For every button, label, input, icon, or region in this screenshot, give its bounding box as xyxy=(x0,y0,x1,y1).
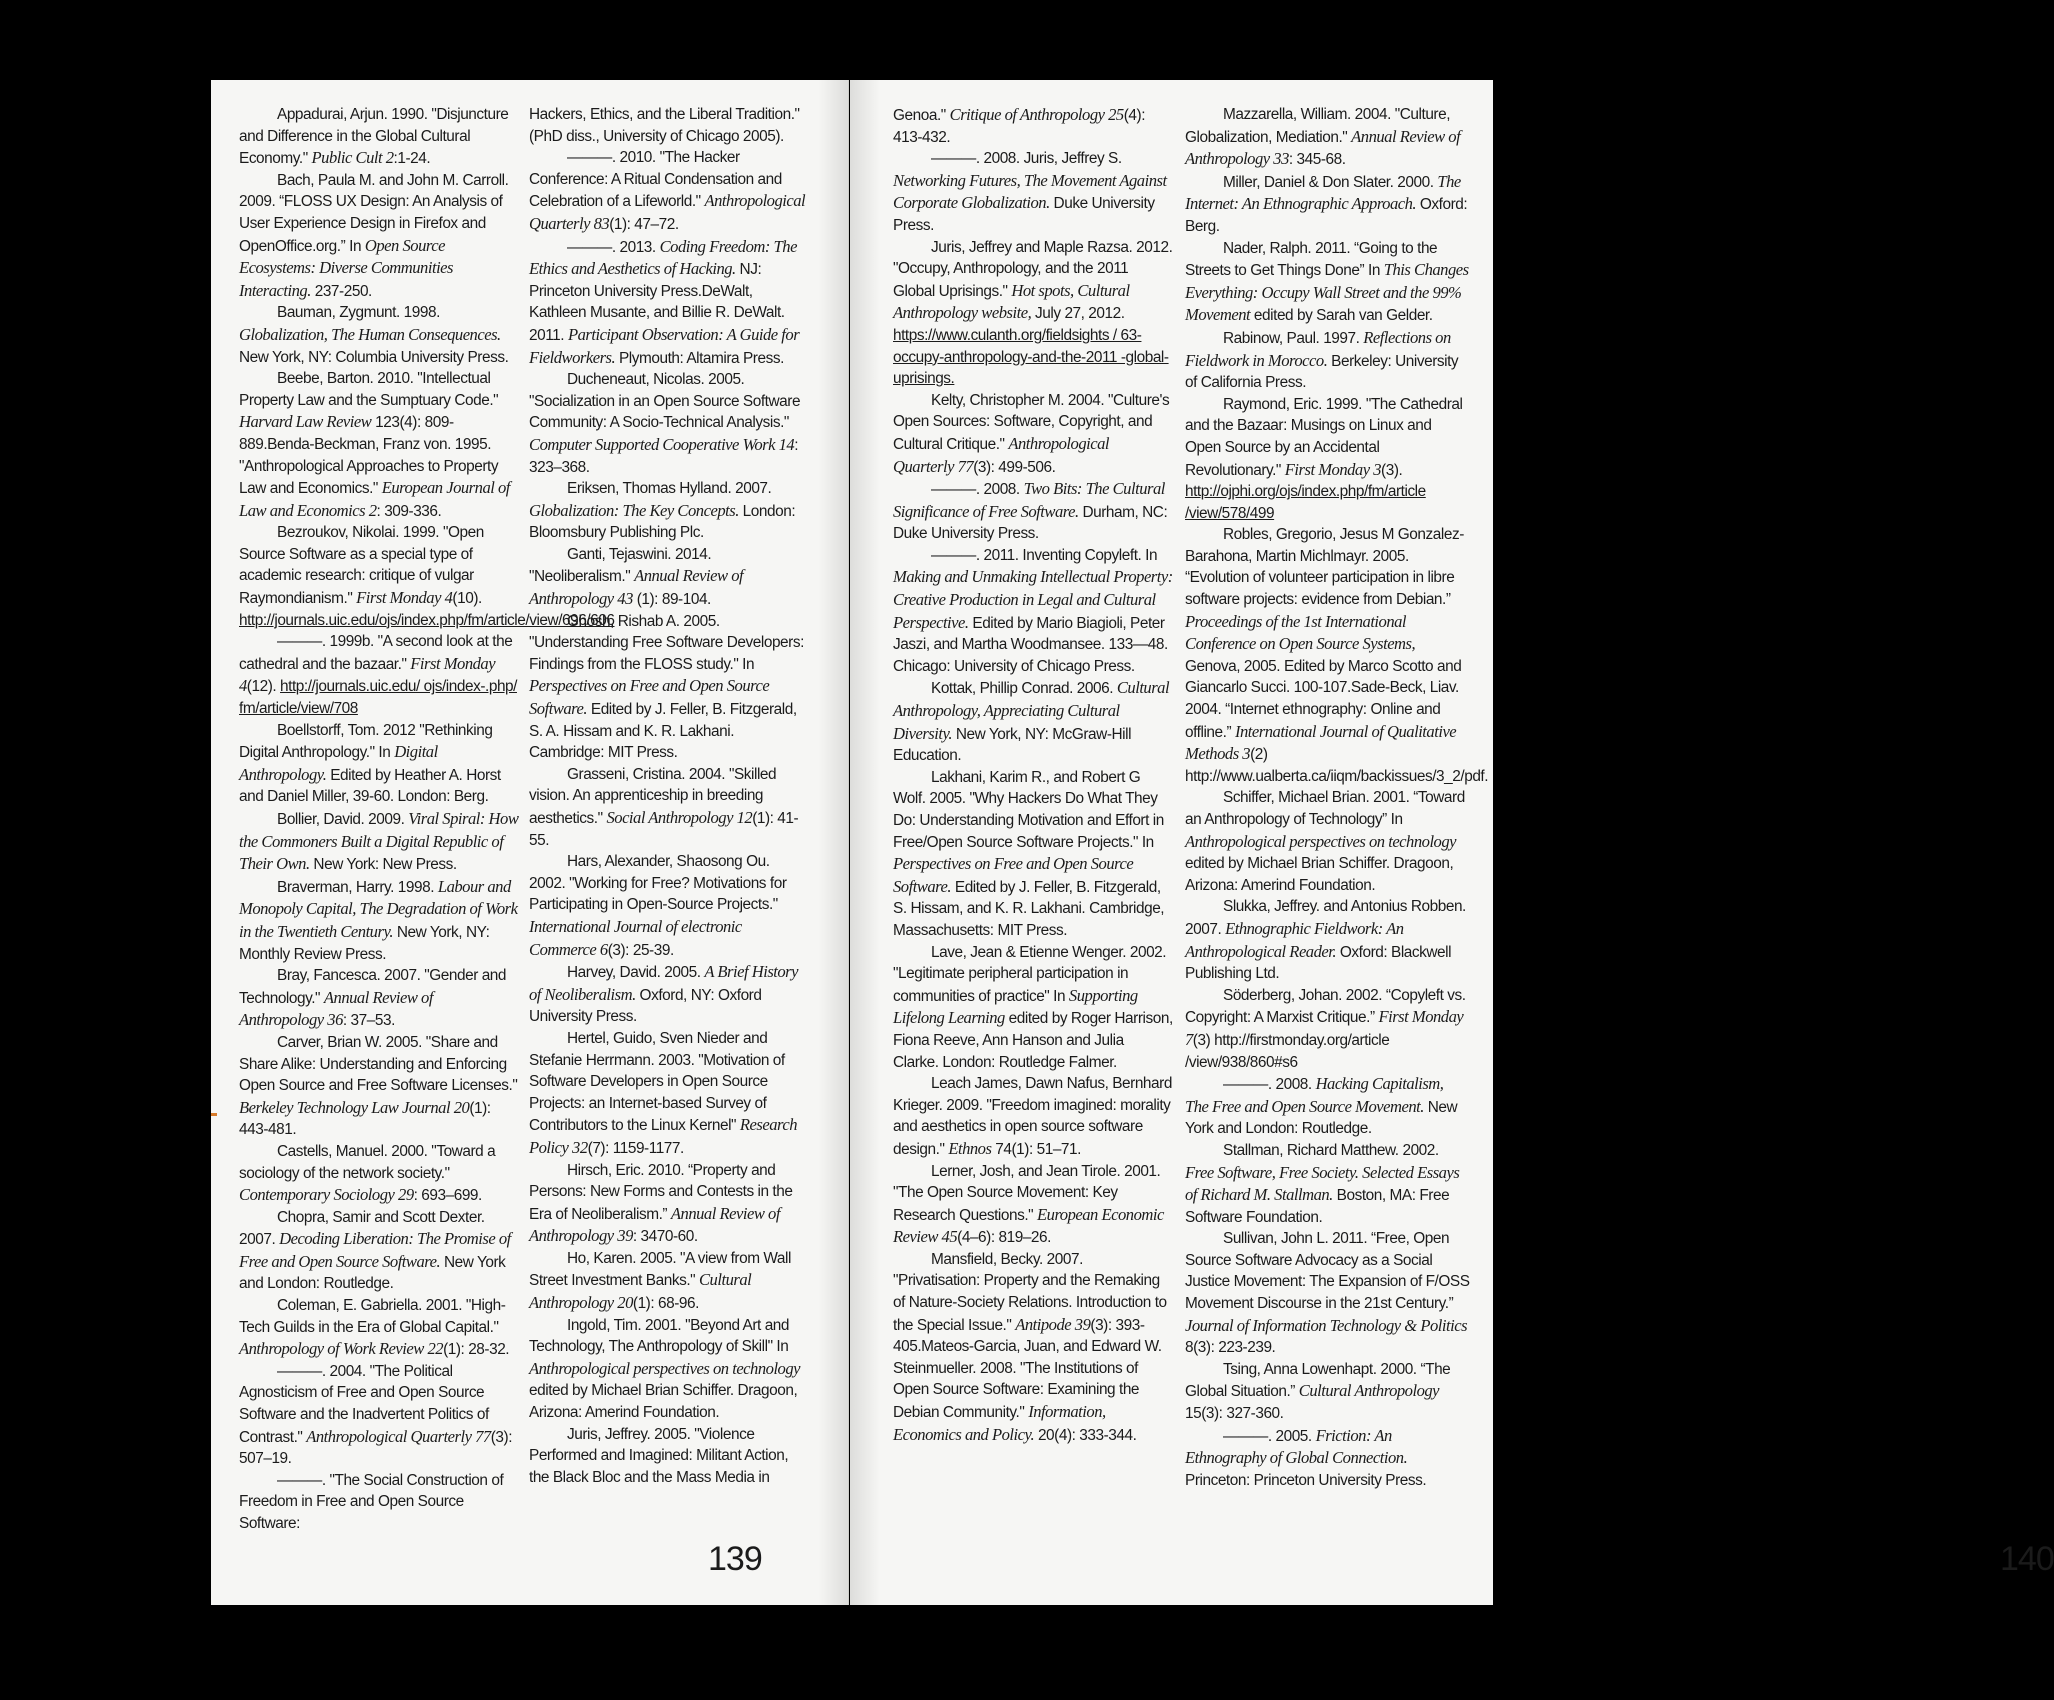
reference-entry xyxy=(893,767,1173,942)
reference-title: Anthropological perspectives on technology xyxy=(1185,831,1457,851)
reference-text: Durham, NC: Duke University Press. xyxy=(893,503,1168,543)
reference-title: Decoding Liberation: The Promise of Free and Open Source Software. xyxy=(239,1229,511,1271)
reference-text: ———. 2010. "The Hacker Conference: A Ritual Condensation and Celebration of a Lifeworld." xyxy=(529,149,782,211)
reference-text: :1-24. xyxy=(393,150,431,168)
reference-entry xyxy=(893,104,1173,148)
reference-text: ———. "The Social Construction of Freedom in Free and Open Source Software: xyxy=(239,1471,504,1532)
reference-text: Ho, Karen. 2005. "A view from Wall Street Investment Banks." xyxy=(529,1249,791,1290)
reference-title: Harvard Law Review xyxy=(239,412,372,432)
reference-text: (1): 28-32. xyxy=(443,1341,510,1359)
reference-text: Schiffer, Michael Brian. 2001. “Toward an Anthropology of Technology” In xyxy=(1185,789,1465,828)
reference-title: Cultural Anthropology, Appreciating Cultural Diversity. xyxy=(893,678,1170,743)
reference-entry xyxy=(893,478,1173,545)
reference-title: Berkeley Technology Law Journal 20 xyxy=(239,1097,470,1117)
reference-entry xyxy=(529,544,809,611)
reference-text: (7): 1159-1177. xyxy=(587,1139,684,1157)
reference-title: Making and Unmaking Intellectual Property: Creative Production in Legal and Cultural Perspective. xyxy=(893,567,1173,632)
reference-text: July 27, 2012. xyxy=(1031,305,1125,323)
reference-title: Perspectives on Free and Open Source Software. xyxy=(893,854,1134,896)
reference-title: Anthropological Quarterly 83 xyxy=(529,191,806,233)
reference-entry xyxy=(239,1295,519,1361)
reference-title: Reflections on Fieldwork in Morocco. xyxy=(1185,327,1451,370)
reference-entry xyxy=(1185,787,1470,896)
reference-title: First Monday 4 xyxy=(239,653,496,696)
reference-title: Globalization: The Key Concepts. xyxy=(529,500,739,520)
reference-entry xyxy=(529,1424,809,1489)
reference-entry xyxy=(239,965,519,1032)
reference-entry xyxy=(529,851,809,961)
reference-text: Harvey, David. 2005. xyxy=(567,964,705,982)
reference-text: Boston, MA: Free Software Foundation. xyxy=(1185,1187,1450,1226)
reference-text: 123(4): 809-889. xyxy=(239,414,454,453)
reference-title: Public Cult 2 xyxy=(311,148,394,168)
reference-text: Sullivan, John L. 2011. “Free, Open Source Software Advocacy as a Social Justice Movement: The Expansion of F/OSS Movement Discourse in the 21st Century.” xyxy=(1185,1230,1470,1313)
reference-text: Oxford, NY: Oxford University Press. xyxy=(529,986,762,1026)
reference-title: International Journal of electronic Commerce 6 xyxy=(529,916,742,959)
reference-entry xyxy=(1185,171,1470,238)
page-edge-mark xyxy=(211,1113,217,1116)
reference-text: Bauman, Zygmunt. 1998. xyxy=(277,304,440,322)
reference-text: Ganti, Tejaswini. 2014. "Neoliberalism." xyxy=(529,545,712,586)
reference-title: Digital Anthropology. xyxy=(239,742,438,784)
reference-text: : 37–53. xyxy=(342,1012,395,1030)
reference-title: Critique of Anthropology 25 xyxy=(949,105,1124,124)
reference-text: 20(4): 333-344. xyxy=(1034,1426,1137,1444)
reference-text: ———. 2013. xyxy=(567,238,660,256)
reference-text: Bach, Paula M. and John M. Carroll. 2009. “FLOSS UX Design: An Analysis of User Experience Design in Firefox and OpenOffice.org.” In xyxy=(239,171,509,255)
reference-text: New York, NY: Monthly Review Press. xyxy=(239,923,490,963)
reference-text: Edited by Heather A. Horst and Daniel Miller, 39-60. London: Berg. xyxy=(239,766,501,806)
reference-title: First Monday 3 xyxy=(1284,459,1382,479)
reference-entry xyxy=(893,942,1173,1074)
reference-entry xyxy=(1185,327,1470,394)
reference-text: ———. 2011. Inventing Copyleft. In xyxy=(931,546,1158,564)
reference-title: First Monday 4 xyxy=(356,588,453,608)
reference-text: Eriksen, Thomas Hylland. 2007. xyxy=(567,480,772,498)
reference-text: (1): 89-104. xyxy=(632,591,711,609)
reference-text: Ghosh, Rishab A. 2005. "Understanding Free Software Developers: Findings from the FLOSS study." In xyxy=(529,612,804,673)
reference-text: edited by Michael Brian Schiffer. Dragoon, Arizona: Amerind Foundation. xyxy=(529,1382,798,1422)
reference-text: Castells, Manuel. 2000. "Toward a sociology of the network society." xyxy=(239,1142,496,1182)
reference-text: Ducheneaut, Nicolas. 2005. "Socialization in an Open Source Software Community: A Socio-Technical Analysis." xyxy=(529,371,801,432)
reference-text: (3): 25-39. xyxy=(607,941,674,959)
reference-title: Participant Observation: A Guide for Fieldworkers. xyxy=(529,324,800,367)
reference-text: ———. 2008. xyxy=(931,481,1024,499)
reference-entry xyxy=(239,368,519,522)
reference-text: Bollier, David. 2009. xyxy=(277,811,409,828)
reference-text: Raymond, Eric. 1999. "The Cathedral and the Bazaar: Musings on Linux and Open Source by an Accidental Revolutionary." xyxy=(1185,395,1463,479)
reference-text: Sade-Beck, Liav. 2004. “Internet ethnography: Online and offline.” xyxy=(1185,679,1459,741)
reference-text: Beebe, Barton. 2010. "Intellectual Property Law and the Sumptuary Code." xyxy=(239,370,499,409)
reference-text: Hars, Alexander, Shaosong Ou. 2002. "Working for Free? Motivations for Participating in Open-Source Projects." xyxy=(529,853,787,914)
reference-text: Bezroukov, Nikolai. 1999. "Open Source Software as a special type of academic research: critique of vulgar Raymondianism." xyxy=(239,524,484,608)
reference-title: First Monday 7 xyxy=(1185,1007,1464,1049)
reference-text: ———. 2008. Juris, Jeffrey S. xyxy=(931,150,1122,168)
reference-text: Söderberg, Johan. 2002. “Copyleft vs. Copyright: A Marxist Critique.” xyxy=(1185,986,1466,1027)
reference-text: Genova, 2005. Edited by Marco Scotto and Giancarlo Succi. 100-107. xyxy=(1185,657,1462,697)
reference-title: Anthropology of Work Review 22 xyxy=(239,1339,444,1359)
reference-text: Boellstorff, Tom. 2012 "Rethinking Digital Anthropology." In xyxy=(239,721,493,762)
reference-entry xyxy=(1185,1425,1470,1492)
reference-text: Carver, Brian W. 2005. "Share and Share Alike: Understanding and Enforcing Open Source and Free Software Licenses." xyxy=(239,1033,518,1095)
reference-title: Research Policy 32 xyxy=(529,1115,798,1157)
reference-text: Edited by J. Feller, B. Fitzgerald, S. A. Hissam and K. R. Lakhani. Cambridge: MIT Press. xyxy=(529,701,797,762)
reference-title: Networking Futures, The Movement Against Corporate Globalization. xyxy=(893,170,1167,213)
reference-title: European Journal of Law and Economics 2 xyxy=(239,478,510,520)
reference-title: Contemporary Sociology 29 xyxy=(239,1185,414,1205)
reference-entry xyxy=(529,236,809,370)
reference-title: Cultural Anthropology 20 xyxy=(529,1270,752,1313)
reference-column xyxy=(1185,104,1489,1504)
reference-text: : 323–368. xyxy=(529,436,799,476)
reference-title: Two Bits: The Cultural Significance of Free Software. xyxy=(893,479,1165,521)
reference-entry xyxy=(239,302,519,368)
reference-entry xyxy=(239,1141,519,1207)
reference-text: Genoa." xyxy=(893,107,950,124)
reference-text: New York and London: Routledge. xyxy=(1185,1098,1458,1138)
reference-text: Oxford: Berg. xyxy=(1185,196,1468,235)
reference-title: Anthropological Quarterly 77 xyxy=(893,433,1110,476)
reference-entry xyxy=(239,104,519,170)
reference-text: Hackers, Ethics, and the Liberal Tradition." (PhD diss., University of Chicago 2005). xyxy=(529,106,800,145)
reference-text: Oxford: Blackwell Publishing Ltd. xyxy=(1185,943,1452,983)
reference-entry xyxy=(239,720,519,808)
reference-title: Anthropological Quarterly 77 xyxy=(306,1426,491,1446)
reference-text: Princeton: Princeton University Press. xyxy=(1185,1471,1427,1489)
reference-entry xyxy=(529,961,809,1028)
reference-text: Mateos-Garcia, Juan, and Edward W. Steinmueller. 2008. "The Institutions of Open Source Software: Examining the Debian Community." xyxy=(893,1338,1162,1422)
reference-title: Social Anthropology 12 xyxy=(606,808,753,827)
reference-text: (10). xyxy=(452,590,482,608)
reference-entry xyxy=(239,1361,519,1470)
reference-text: Braverman, Harry. 1998. xyxy=(277,878,438,896)
page-number: 139 xyxy=(708,1540,762,1578)
reference-entry xyxy=(529,1028,809,1160)
reference-link[interactable]: http://journals.uic.edu/ojs/index.php/fm/article/view/696/606 xyxy=(239,611,615,629)
reference-text: New York, NY: Columbia University Press. xyxy=(239,348,509,366)
reference-title: European Economic Review 45 xyxy=(893,1204,1164,1247)
reference-text: (1): 41-55. xyxy=(529,810,799,849)
reference-entry xyxy=(893,1249,1173,1446)
reference-entry xyxy=(893,1073,1173,1160)
reference-entry xyxy=(529,369,809,478)
reference-entry xyxy=(893,1161,1173,1249)
reference-text: Edited by Mario Biagioli, Peter Jaszi, and Martha Woodmansee. 133—48. Chicago: University of Chicago Press. xyxy=(893,614,1168,675)
reference-text: Lakhani, Karim R., and Robert G Wolf. 2005. "Why Hackers Do What They Do: Understanding Motivation and Effort in Free/Open Source Software Projects." In xyxy=(893,768,1164,851)
reference-text: Edited by J. Feller, B. Fitzgerald, S. Hissam, and K. R. Lakhani. Cambridge, Massachusetts: MIT Press. xyxy=(893,878,1165,939)
reference-title: Coding Freedom: The Ethics and Aesthetics of Hacking. xyxy=(529,236,797,279)
reference-text: ———. 2008. xyxy=(1223,1076,1316,1094)
reference-text: ———. 2004. "The Political Agnosticism of Free and Open Source Software and the Inadvertent Politics of Contrast." xyxy=(239,1362,489,1446)
reference-title: Globalization, The Human Consequences. xyxy=(239,324,501,344)
reference-text: 8(3): 223-239. xyxy=(1185,1339,1276,1357)
reference-text: ———. 1999b. "A second look at the cathedral and the bazaar." xyxy=(239,633,513,673)
reference-entry xyxy=(529,147,809,235)
reference-text: Slukka, Jeffrey. and Antonius Robben. 2007. xyxy=(1185,898,1466,938)
reference-text: Miller, Daniel & Don Slater. 2000. xyxy=(1223,173,1438,191)
reference-entry xyxy=(893,237,1173,390)
reference-title: Annual Review of Anthropology 33 xyxy=(1185,126,1461,169)
reference-text: Stallman, Richard Matthew. 2002. xyxy=(1223,1141,1439,1159)
reference-title: The Internet: An Ethnographic Approach. xyxy=(1185,171,1461,214)
reference-text: (1): 443-481. xyxy=(239,1099,491,1139)
reference-text: edited by Roger Harrison, Fiona Reeve, Ann Hanson and Julia Clarke. London: Routledge Falmer. xyxy=(893,1010,1173,1071)
reference-title: Antipode 39 xyxy=(1015,1314,1091,1334)
reference-entry xyxy=(1185,896,1470,984)
reference-title: Annual Review of Anthropology 36 xyxy=(239,987,433,1030)
reference-entry xyxy=(529,1160,809,1248)
reference-text: Chopra, Samir and Scott Dexter. 2007. xyxy=(239,1208,485,1249)
reference-text: (4–6): 819–26. xyxy=(957,1229,1051,1247)
reference-text: Leach James, Dawn Nafus, Bernhard Krieger. 2009. "Freedom imagined: morality and aesthetics in open source software design." xyxy=(893,1075,1172,1158)
reference-text: New York: New Press. xyxy=(309,856,457,874)
reference-entry xyxy=(239,1470,519,1535)
reference-entry xyxy=(1185,104,1470,171)
reference-entry xyxy=(1185,238,1470,327)
reference-entry xyxy=(529,104,809,147)
reference-text: edited by Michael Brian Schiffer. Dragoon, Arizona: Amerind Foundation. xyxy=(1185,855,1454,894)
reference-column xyxy=(529,104,809,1504)
reference-text: Nader, Ralph. 2011. “Going to the Streets to Get Things Done” In xyxy=(1185,239,1438,280)
reference-text: London: Bloomsbury Publishing Plc. xyxy=(529,502,796,542)
reference-entry xyxy=(1185,1073,1470,1140)
reference-entry xyxy=(239,876,519,965)
reference-text: (3): 393-405. xyxy=(893,1316,1145,1356)
reference-text: (3): 507–19. xyxy=(239,1428,513,1468)
reference-title: Viral Spiral: How the Commoners Built a Digital Republic of Their Own. xyxy=(239,809,519,874)
reference-title: Hacking Capitalism, The Free and Open Source Movement. xyxy=(1185,1074,1444,1116)
reference-entry xyxy=(529,1248,809,1315)
reference-title: Supporting Lifelong Learning xyxy=(893,985,1138,1028)
reference-text: Lerner, Josh, and Jean Tirole. 2001. "The Open Source Movement: Key Research Questions." xyxy=(893,1162,1161,1224)
reference-column xyxy=(893,104,1173,1504)
reference-text: Appadurai, Arjun. 1990. "Disjuncture and Difference in the Global Cultural Economy." xyxy=(239,106,509,168)
reference-text: 74(1): 51–71. xyxy=(991,1140,1081,1158)
reference-entry xyxy=(239,631,519,719)
reference-text: edited by Sarah van Gelder. xyxy=(1250,307,1433,325)
reference-text: (12). xyxy=(246,678,281,696)
reference-text: Coleman, E. Gabriella. 2001. "High-Tech Guilds in the Era of Global Capital." xyxy=(239,1297,506,1336)
reference-text: (1): 47–72. xyxy=(609,215,679,233)
page-number: 140 xyxy=(2000,1540,2054,1578)
reference-entry xyxy=(239,1032,519,1141)
reference-title: Annual Review of Anthropology 43 xyxy=(529,566,744,609)
reference-title: Computer Supported Cooperative Work 14 xyxy=(529,434,795,454)
reference-text: (3) http://firstmonday.org/article /view/938/860#s6 xyxy=(1185,1031,1390,1071)
reference-title: Perspectives on Free and Open Source Software. xyxy=(529,676,770,719)
reference-entry xyxy=(529,1315,809,1424)
reference-text: (3): 499-506. xyxy=(973,458,1056,476)
reference-title: Information, Economics and Policy. xyxy=(893,1402,1106,1444)
reference-entry xyxy=(239,170,519,303)
reference-text: ———. 2005. xyxy=(1223,1427,1316,1445)
reference-entry xyxy=(1185,524,1489,787)
reference-text: Grasseni, Cristina. 2004. "Skilled vision. An apprenticeship in breeding aesthetics." xyxy=(529,765,777,827)
reference-title: International Journal of Qualitative Methods 3 xyxy=(1185,721,1457,764)
reference-link[interactable]: https://www.culanth.org/fieldsights / 63-occupy-anthropology-and-the-2011 -global-uprisings. xyxy=(893,326,1169,388)
reference-text: New York, NY: McGraw-Hill Education. xyxy=(893,725,1132,765)
reference-title: Anthropological perspectives on technology xyxy=(529,1358,801,1378)
reference-text: New York and London: Routledge. xyxy=(239,1253,506,1293)
reference-title: Labour and Monopoly Capital, The Degradation of Work in the Twentieth Century. xyxy=(239,876,518,941)
reference-link[interactable]: http://journals.uic.edu/ ojs/index-.php/ fm/article/view/708 xyxy=(239,678,517,718)
reference-title: Open Source Ecosystems: Diverse Communities Interacting. xyxy=(239,235,454,300)
reference-text: (4): 413-432. xyxy=(893,107,1146,146)
reference-title: A Brief History of Neoliberalism. xyxy=(529,962,798,1004)
reference-text: DeWalt, Kathleen Musante, and Billie R. DeWalt. 2011. xyxy=(529,282,785,344)
reference-entry xyxy=(239,1207,519,1295)
reference-entry xyxy=(239,522,615,631)
reference-text: Benda-Beckman, Franz von. 1995. "Anthropological Approaches to Property Law and Economics." xyxy=(239,435,499,498)
reference-text: : 309-336. xyxy=(376,502,442,520)
reference-text: (3). xyxy=(1381,461,1403,479)
reference-text: 15(3): 327-360. xyxy=(1185,1405,1284,1423)
reference-entry xyxy=(1185,1359,1470,1425)
reference-title: Friction: An Ethnography of Global Connection. xyxy=(1185,1425,1408,1468)
reference-entry xyxy=(239,808,519,876)
reference-link[interactable]: http://ojphi.org/ojs/index.php/fm/article /view/578/499 xyxy=(1185,483,1426,522)
reference-text: (1): 68-96. xyxy=(632,1295,699,1313)
reference-text: Berkeley: University of California Press. xyxy=(1185,352,1459,392)
reference-text: Mazzarella, William. 2004. "Culture, Globalization, Mediation." xyxy=(1185,106,1451,146)
reference-entry xyxy=(893,677,1173,766)
reference-text: Rabinow, Paul. 1997. xyxy=(1223,329,1364,347)
reference-entry xyxy=(893,148,1173,236)
reference-text: Hirsch, Eric. 2010. “Property and Persons: New Forms and Contests in the Era of Neoliberalism.” xyxy=(529,1161,793,1223)
reference-title: Free Software, Free Society. Selected Essays of Richard M. Stallman. xyxy=(1185,1162,1460,1205)
reference-text: Kottak, Phillip Conrad. 2006. xyxy=(931,680,1117,698)
reference-title: This Changes Everything: Occupy Wall Street and the 99% Movement xyxy=(1185,260,1469,325)
reference-text: Tsing, Anna Lowenhapt. 2000. “The Global Situation.” xyxy=(1185,1360,1451,1401)
reference-entry xyxy=(1185,1140,1470,1228)
reference-text: Plymouth: Altamira Press. xyxy=(615,349,784,367)
reference-entry xyxy=(529,764,809,851)
reference-text: NJ: Princeton University Press. xyxy=(529,261,762,300)
reference-text: : 3470-60. xyxy=(632,1228,698,1246)
reference-entry xyxy=(1185,394,1470,525)
reference-title: Ethnographic Fieldwork: An Anthropological Reader. xyxy=(1185,918,1404,961)
reference-text: : 345-68. xyxy=(1288,151,1346,169)
right-page xyxy=(850,80,2054,1605)
reference-text: Mansfield, Becky. 2007. "Privatisation: Property and the Remaking of Nature-Society Relations. Introduction to the Special Issue." xyxy=(893,1250,1167,1334)
reference-title: Journal of Information Technology & Politics xyxy=(1185,1315,1468,1335)
reference-text: Kelty, Christopher M. 2004. "Culture's Open Sources: Software, Copyright, and Cultural Critique." xyxy=(893,391,1170,453)
reference-text: Ingold, Tim. 2001. "Beyond Art and Technology, The Anthropology of Skill" In xyxy=(529,1316,790,1356)
reference-entry xyxy=(529,478,809,544)
reference-text: Juris, Jeffrey. 2005. "Violence Performed and Imagined: Militant Action, the Black Bloc and the Mass Media in xyxy=(529,1425,789,1486)
reference-text: Juris, Jeffrey and Maple Razsa. 2012. "Occupy, Anthropology, and the 2011 Global Uprisings." xyxy=(893,238,1173,300)
reference-entry xyxy=(893,545,1173,678)
reference-title: Annual Review of Anthropology 39 xyxy=(529,1203,780,1246)
reference-entry xyxy=(893,390,1173,478)
reference-text: Duke University Press. xyxy=(893,195,1155,234)
left-page xyxy=(211,80,849,1605)
reference-title: Proceedings of the 1st International Conference on Open Source Systems, xyxy=(1185,611,1416,654)
reference-title: Ethnos xyxy=(948,1138,992,1158)
reference-text: Robles, Gregorio, Jesus M Gonzalez-Barahona, Martin Michlmayr. 2005. “Evolution of volunteer participation in libre software projects: evidence from Debian.” xyxy=(1185,526,1464,609)
reference-entry xyxy=(529,611,809,764)
reference-title: Hot spots, Cultural Anthropology website, xyxy=(893,280,1130,323)
reference-text: Hertel, Guido, Sven Nieder and Stefanie Herrmann. 2003. "Motivation of Software Developers in Open Source Projects: an Internet-based Survey of Contributors to the Linux Kernel" xyxy=(529,1029,785,1135)
reference-entry xyxy=(1185,985,1470,1073)
reference-text: (2) http://www.ualberta.ca/iiqm/backissues/3_2/pdf. xyxy=(1185,746,1489,785)
reference-text: 237-250. xyxy=(310,282,372,300)
reference-text: : 693–699. xyxy=(413,1187,482,1205)
reference-title: Cultural Anthropology xyxy=(1298,1381,1440,1401)
reference-text: Bray, Fancesca. 2007. "Gender and Technology." xyxy=(239,967,507,1007)
reference-text: Lave, Jean & Etienne Wenger. 2002. "Legitimate peripheral participation in communities of practice" In xyxy=(893,943,1167,1005)
reference-entry xyxy=(1185,1228,1470,1359)
